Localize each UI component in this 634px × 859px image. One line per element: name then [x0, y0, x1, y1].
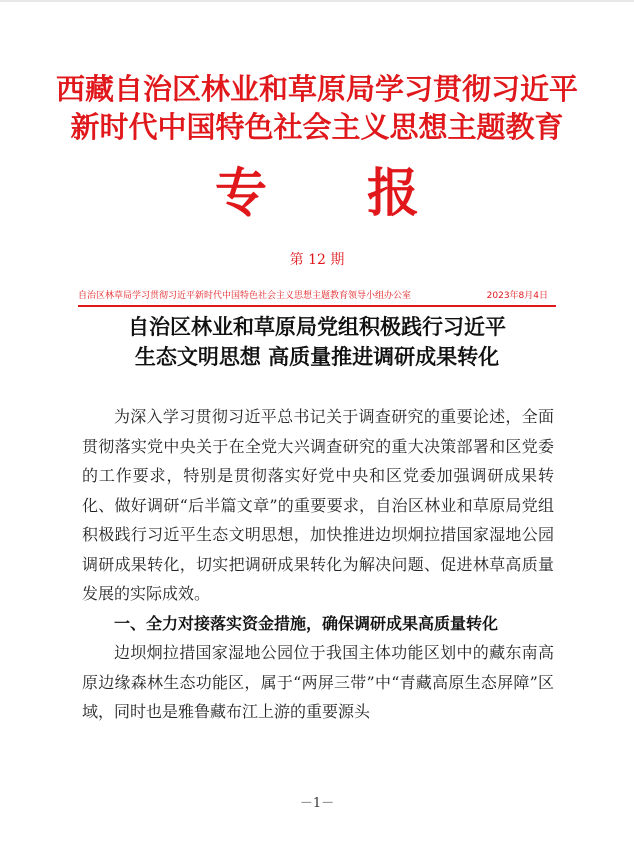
- section-heading-1: 一、全力对接落实资金措施，确保调研成果高质量转化: [114, 613, 499, 633]
- paragraph-section-1: 边坝炯拉措国家湿地公园位于我国主体功能区划中的藏东南高原边缘森林生态功能区，属于“两屏三带”中“青藏高原生态屏障”区域，同时也是雅鲁藏布江上游的重要源头: [82, 643, 554, 721]
- issuer-line: [78, 290, 556, 304]
- masthead-line-1: 西藏自治区林业和草原局学习贯彻习近平: [55, 72, 578, 106]
- page-number: －1－: [299, 796, 335, 811]
- issue-number: 第 12 期: [289, 252, 345, 268]
- article-title: [40, 312, 594, 372]
- paragraph-intro: 为深入学习贯彻习近平总书记关于调查研究的重要论述，全面贯彻落实党中央关于在全党大兴调查研究的重大决策部署和区党委的工作要求，特别是贯彻落实好党中央和区党委加强调研成果转化、做好调研“后半篇文章”的重要要求，自治区林业和草原局党组积极践行习近平生态文明思想，加快推进边坝炯拉措国家湿地公园调研成果转化，切实把调研成果转化为解决问题、促进林草高质量发展的实际成效。: [82, 407, 554, 603]
- masthead-line-2: 新时代中国特色社会主义思想主题教育: [70, 110, 564, 144]
- special-report-char-2: 报: [367, 163, 420, 224]
- article-title-line-1: 自治区林业和草原局党组积极践行习近平: [128, 315, 506, 339]
- red-divider: [78, 305, 556, 307]
- issue-date: 2023年8月4日: [486, 291, 548, 301]
- article-body: [82, 402, 554, 727]
- special-report-char-1: 专: [214, 163, 267, 224]
- masthead-title: [20, 70, 614, 146]
- issuing-organization: 自治区林草局学习贯彻习近平新时代中国特色社会主义思想主题教育领导小组办公室: [78, 291, 412, 301]
- article-title-line-2: 生态文明思想 高质量推进调研成果转化: [134, 345, 500, 369]
- special-report-label: [0, 164, 634, 224]
- page-edge: [0, 0, 634, 2]
